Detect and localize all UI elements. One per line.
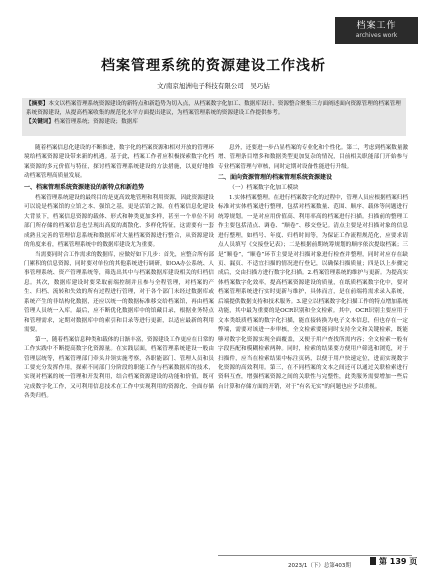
page-number [370, 556, 417, 567]
issue-info: 2023/1（下）总第403期 [288, 563, 351, 569]
subsection-heading: （一）档案数字化加工模块 [229, 185, 299, 192]
keywords-text: 档案管理系统；资源建设；数据库 [53, 119, 138, 125]
section-heading-2: 二、面向资源管理的档案管理系统资源建设 [218, 174, 333, 182]
right-column [218, 144, 408, 549]
article-title: 档案管理系统的资源建设工作浅析 [101, 58, 326, 74]
left-column [24, 144, 214, 552]
body-paragraph: 当需要同时合工作需求的数据库，应做好如下几步：首先，应整合所有部门累积的信息资源，同时要对单位的其他系统进行调研，如OA办公系统、人事管理系统、资产管理系统等，筛选出其中与档案数据库建设相关的归档信息。其次，数据库建设时要采取前端控制并且参与全程管理，对档案的产生、归档、流转和失效的所有过程进行管理，对于各个部门未经过数据库或系统产生的非结构化数据，还应以统一的数据标准移交给档案馆，再由档案管理人员统一入库。最后，应不断优化数据库中的馆藏目录，根据业务特点和管理需求，定期对数据库中的索引和目录等进行更新，以适应最新的利用需要。 [24, 251, 214, 334]
section-header-band [335, 17, 418, 44]
author-line: 文/南京旭洲电子科技有限公司 吴巧姑 [157, 82, 270, 90]
keywords-label: 【关键词】 [26, 119, 54, 125]
body-paragraph: 第一，随着档案信息种类和载体的日渐丰富，资源建设工作更应在日常的工作实践中不断提高数字化资源量。在实践层面，档案管理系统建设一般由管理层统等，档案管理部门牵头并领实施考察，各职能部门、管理人员和员工要充分发挥作用，探索不同部门分阶段的职能工作与档案数据库的技术，实现对档案的统一管理和开发利用，结合档案资源建设的功能和价值，既可完成数字化工作，又可利用信息技术在工作中实现利用的资源化、全面存储各类归档。 [24, 336, 214, 400]
abstract-text: 本文以档案管理系统资源建设的新特点和新趋势为切入点，从档案数字化加工、数据库设计、资源整合聚集三方面阐述面向资源管理的档案管理系统资源建设，从提高档案收集的规范化水平方面提出建议，为档案管理系统的资源建设工作提供参考。 [26, 101, 401, 116]
continued-paragraph: 息外，还要进一步凸显档案的专业化和个性化。第二，考虑到档案数量激增、管理条目增多和数据类型更加复杂的情况，目前相关职能部门开始参与专业档案管理与审核，同时定期对设备性能进行升级。 [218, 145, 408, 170]
section-title-en: archives work [355, 32, 398, 39]
section-heading-1: 一、档案管理系统资源建设的新特点和新趋势 [24, 183, 145, 191]
intro-paragraph: 随着档案信息化建设的不断推进，数字化的档案资源和相对开放的管理环境给档案资源建设带来新的机遇。基于此，档案工作者应积极探索数字化档案资源的多元价值与特征，探讨档案管理系统建设的方法措施，以更好地推动档案管理高质量发展。 [24, 145, 214, 180]
body-paragraph: 档案管理系统建设的最终目的是更高效地管理和利用资源，因此资源建设可以说是档案馆的立馆之本、强馆之基，更是活馆之源。在档案信息化建设大背景下，档案信息资源的载体、形式和种类更加多样，甚至一个单位不同部门所存储的档案信息也呈现出高度的离散化、多样化特征，这需要有一套成熟且完善的管理信息系统和数据库对大量档案资源进行整合，从资源建设的角度来看，档案管理系统中的数据库建设尤为重要。 [24, 194, 214, 249]
section-title-cn: 档案工作 [356, 21, 397, 31]
page-marker-icon [370, 557, 376, 565]
body-paragraph: 1.实体档案整理。在进行档案数字化的过程中，管理人员应根据档案归档标准对实体档案进行整理，包括对档案数量、范围、顺序、载体等问题进行统筹规划。一是对应用价值高、利用率高的档案进行扫描。扫描前的整理工作主要包括清点、调卷、“顺卷”、移交登记。清点主要是对扫描对象的信息进行整理，如档号、年度、归档时间等，为保证工作流程规范化，应要求请点人员填写《交接登记表》；二是根据前期统筹规划的顺序依次提取档案；三是“顺卷”，“顺卷”环节主要是对扫描对象进行检查并整理，同时对应存在缺页、漏页、不适宜扫描的情况进行登记，以确保扫描质量；四是以上步骤完成后，交由扫描方进行数字化扫描。2.档案管理系统的维护与更新。为提高实体档案数字化效率，提高档案资源建设的质量，在纸质档案数字化中，要对档案管理系统进行实时更新与维护，具体而言，是在前端将需求录入系统，后端提供数据支持和技术服务。3.建立以档案数字化扫描工作的特点增加系统功能，其中最为重要的是OCR识别和全文检索。其中，OCR识别主要应用于文本类纸质档案的数字化扫描，能直接转换为电子文本信息，但也存在一定弊端，需要对该进一步审核，全文检索要能同时支持全文和关键检索，既能够对数字化资源实现全面覆盖，又便于用户查找所需内容；全文检索一般有字段匹配和模糊检索两种。同时，检索的结果要方便用户筛选和浏览，对于扫描件，应当在检索结果中标注页码，以便于用户快速定位，进而实现数字化资源的高效利用。第三，在不同档案的文本之间还可以通过关联检索进行资料互查，增强档案资源之间的关联性与完整性，此类服务需要增加一些后台计算和存储方面的开销，对于“有名无实”的问题也应予以重视。 [218, 194, 408, 390]
page-number-text: 第 139 页 [379, 557, 418, 566]
abstract-box [22, 98, 406, 136]
abstract-label: 【摘要】 [26, 101, 49, 107]
